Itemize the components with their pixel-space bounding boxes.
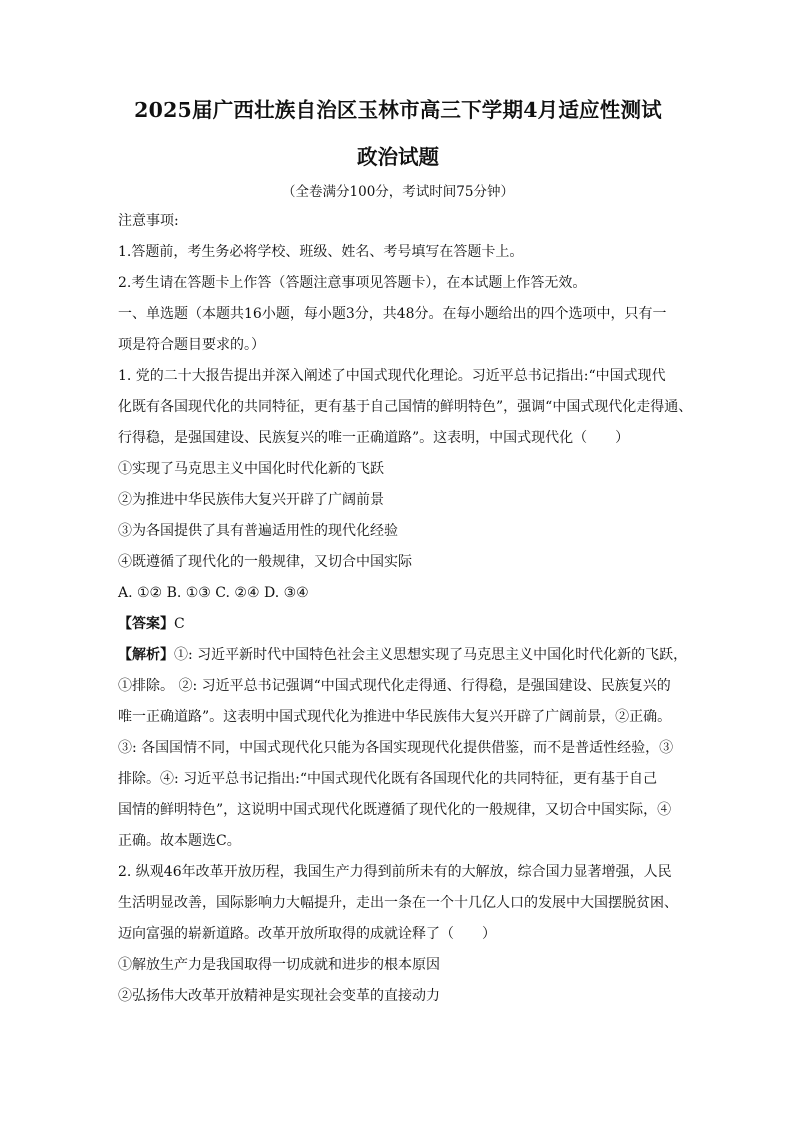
analysis-text: ①: 习近平新时代中国特色社会主义思想实现了马克思主义中国化时代化新的飞跃， [174, 647, 688, 663]
q2-option-2: ②弘扬伟大改革开放精神是实现社会变革的直接动力 [118, 988, 440, 1004]
q1-analysis-line-4: ③: 各国国情不同，中国式现代化只能为各国实现现代化提供借鉴，而不是普适性经验，③ [118, 740, 674, 756]
q1-analysis-line-3: 唯一正确道路”。这表明中国式现代化为推进中华民族伟大复兴开辟了广阔前景，②正确。 [118, 709, 672, 725]
q1-analysis-line-7: 正确。故本题选C。 [118, 833, 241, 849]
notice-heading: 注意事项: [118, 213, 179, 229]
q1-stem-line-2: 化既有各国现代化的共同特征，更有基于自己国情的鲜明特色”，强调“中国式现代化走得通、 [118, 399, 693, 415]
q1-stem-line-1: 1. 党的二十大报告提出并深入阐述了中国式现代化理论。习近平总书记指出:“中国式现代 [118, 368, 666, 384]
q2-stem-line-2: 生活明显改善，国际影响力大幅提升，走出一条在一个十几亿人口的发展中大国摆脱贫困、 [118, 895, 678, 911]
q1-analysis-line-1 [118, 640, 688, 671]
document-title: 2025届广西壮族自治区玉林市高三下学期4月适应性测试 [134, 98, 662, 122]
exam-info: （全卷满分100分，考试时间75分钟） [282, 184, 514, 200]
q1-option-4: ④既遵循了现代化的一般规律，又切合中国实际 [118, 554, 412, 570]
section-heading-line-1: 一、单选题（本题共16小题，每小题3分，共48分。在每小题给出的四个选项中，只有一 [118, 306, 667, 322]
answer-value: C [174, 616, 185, 632]
q1-option-2: ②为推进中华民族伟大复兴开辟了广阔前景 [118, 492, 384, 508]
analysis-label: 【解析】 [118, 647, 174, 663]
q1-stem-line-3: 行得稳，是强国建设、民族复兴的唯一正确道路”。这表明，中国式现代化（ ） [118, 430, 630, 446]
q1-option-3: ③为各国提供了具有普遍适用性的现代化经验 [118, 523, 398, 539]
q1-choices: A. ①② B. ①③ C. ②④ D. ③④ [118, 585, 309, 601]
answer-label: 【答案】 [118, 616, 174, 632]
q1-analysis-line-6: 国情的鲜明特色”，这说明中国式现代化既遵循了现代化的一般规律，又切合中国实际，④ [118, 802, 672, 818]
document-subtitle: 政治试题 [357, 145, 439, 169]
section-heading-line-2: 项是符合题目要求的。） [118, 337, 265, 353]
q1-analysis-line-5: 排除。④: 习近平总书记指出:“中国式现代化既有各国现代化的共同特征，更有基于自己 [118, 771, 658, 787]
q1-answer [118, 609, 678, 640]
q1-analysis-line-2: ①排除。 ②: 习近平总书记强调“中国式现代化走得通、行得稳，是强国建设、民族复兴的 [118, 678, 671, 694]
q2-option-1: ①解放生产力是我国取得一切成就和进步的根本原因 [118, 957, 440, 973]
notice-item-1: 1.答题前，考生务必将学校、班级、姓名、考号填写在答题卡上。 [118, 244, 524, 260]
document-page [118, 96, 693, 1012]
q2-stem-line-3: 迈向富强的崭新道路。改革开放所取得的成就诠释了（ ） [118, 926, 496, 942]
q1-option-1: ①实现了马克思主义中国化时代化新的飞跃 [118, 461, 384, 477]
q2-stem-line-1: 2. 纵观46年改革开放历程，我国生产力得到前所未有的大解放，综合国力显著增强，人民 [118, 864, 672, 880]
notice-item-2: 2.考生请在答题卡上作答（答题注意事项见答题卡），在本试题上作答无效。 [118, 275, 587, 291]
